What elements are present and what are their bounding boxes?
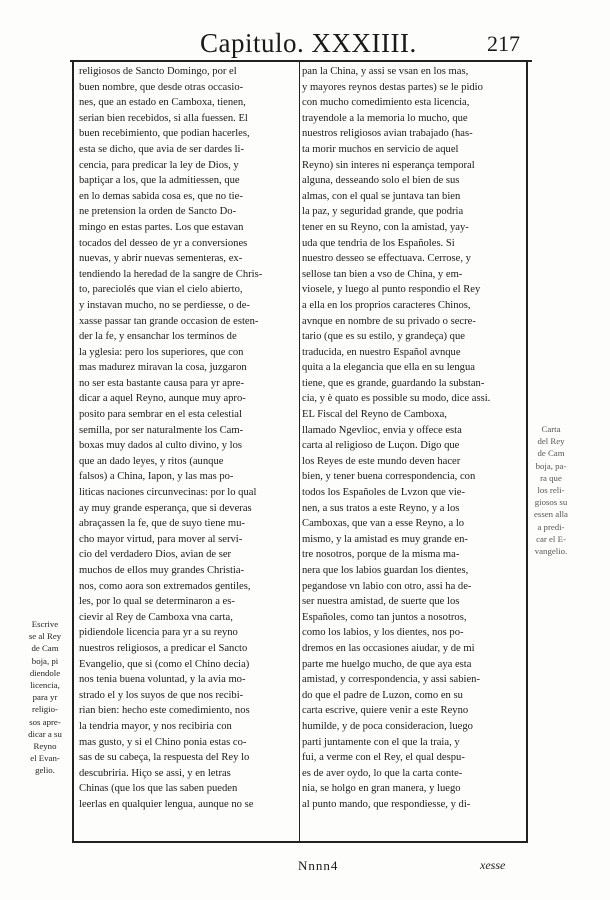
- text-line: les, por lo qual se determinaron a es-: [79, 596, 235, 608]
- margin-note-line: de Cam: [31, 643, 59, 654]
- text-line: pan la China, y assi se vsan en los mas,: [302, 66, 469, 77]
- text-line: to, pareciolés que vian el cielo abierto,: [79, 284, 243, 296]
- text-line: con mucho comedimiento esta licencia,: [302, 97, 470, 109]
- text-line: parti juntamente con el que la traia, y: [302, 736, 460, 748]
- text-line: ne pretension la orden de Sancto Do-: [79, 206, 237, 218]
- signature-mark: Nnnn4: [298, 858, 339, 873]
- text-line: quita a la elegancia que ella en su lengua: [302, 362, 475, 374]
- text-line: EL Fiscal del Reyno de Camboxa,: [302, 409, 447, 421]
- text-line: parte me huelgo mucho, de que aya esta: [302, 658, 472, 670]
- text-line: Camboxas, que van a esse Reyno, a lo: [302, 518, 465, 530]
- text-line: la tendria mayor, y nos recibiria con: [79, 720, 232, 732]
- text-line: der la fe, y ensanchar los terminos de: [79, 331, 237, 343]
- text-line: humilde, y de poca consideracion, luego: [302, 720, 473, 732]
- text-line: que an dado leyes, y ritos (aunque: [79, 455, 224, 467]
- text-line: nia, se holgo en gran manera, y luego: [302, 783, 461, 795]
- margin-note-line: los reli-: [537, 485, 565, 496]
- margin-note-line: essen alla: [534, 509, 568, 520]
- text-line: tendiendo la heredad de la sangre de Chris-: [79, 268, 263, 280]
- text-line: nuestro desseo se effectuava. Cerrose, y: [302, 253, 471, 265]
- left-text-column: [79, 64, 298, 839]
- text-line: carta escrive, quiere venir a este Reyno: [302, 705, 469, 717]
- margin-note-line: el Evan-: [30, 753, 60, 764]
- text-line: cia, y è quato es possible su modo, dice assi.: [302, 393, 491, 405]
- text-line: almas, con el qual se juntava tan bien: [302, 190, 461, 202]
- catchword: xesse: [480, 858, 506, 872]
- text-line: cho mayor virtud, para mover al servi-: [79, 533, 243, 545]
- text-line: avnque en nombre de su privado o secre-: [302, 315, 476, 327]
- text-line: sellose tan bien a vso de China, y em-: [302, 268, 463, 280]
- text-line: la yglesia: pero los superiores, que con: [79, 346, 244, 358]
- text-line: semilla, por ser naturalmente los Cam-: [79, 424, 244, 436]
- text-line: nos, como aora son extremados gentiles,: [79, 580, 251, 592]
- text-line: traducida, en nuestro Español avnque: [302, 346, 461, 358]
- column-divider-rule: [299, 62, 300, 842]
- text-line: baptiçar a los, que la admitiessen, que: [79, 175, 240, 187]
- text-line: fui, a verme con el Rey, el qual despu-: [302, 752, 465, 764]
- text-line: pegandose vn labio con otro, assi ha de-: [302, 580, 472, 592]
- text-line: cio del verdadero Dios, avian de ser: [79, 549, 232, 561]
- right-text-column: [302, 64, 523, 839]
- text-line: mas gusto, y si el Chino ponia estas co-: [79, 736, 247, 748]
- margin-note-line: a predi-: [537, 521, 565, 532]
- margin-note-line: dicar a su: [28, 728, 62, 739]
- text-line: abraçassen la fe, que de suyo tiene mu-: [79, 518, 245, 530]
- text-line: nuestros religiosos, a predicar el Sancto: [79, 642, 248, 654]
- margin-note-line: para yr: [32, 692, 58, 703]
- text-line: tener en su Reyno, con la amistad, yay-: [302, 221, 469, 233]
- text-line: carta al religioso de Luçon. Digo que: [302, 440, 460, 452]
- margin-note-line: licencia,: [30, 680, 60, 691]
- page-number: 217: [487, 31, 520, 56]
- text-line: ta morir muchos en servicio de aquel: [302, 143, 459, 155]
- text-line: mismo, y la amistad es muy grande en-: [302, 533, 468, 545]
- text-line: liticas naciones circunvecinas: por lo qual: [79, 487, 257, 499]
- text-line: es de aver oydo, lo que la carta conte-: [302, 767, 463, 779]
- text-line: muchos de ellos muy grandes Christia-: [79, 565, 245, 576]
- text-line: los Reyes de este mundo deven hacer: [302, 455, 461, 467]
- text-line: tocados del desseo de yr a conversiones: [79, 237, 248, 249]
- text-line: posito para sembrar en el esta celestial: [79, 409, 242, 421]
- footer-rule: [72, 841, 528, 843]
- text-line: ser nuestra amistad, de suerte que los: [302, 596, 460, 608]
- margin-note-line: Carta: [541, 424, 561, 434]
- text-line: y mayores reynos destas partes) se le pidio: [302, 81, 483, 93]
- text-line: Reyno) sin interes ni esperança temporal: [302, 159, 475, 171]
- margin-note-line: boja, pa-: [535, 460, 567, 471]
- text-line: Chinas (que los que las saben pueden: [79, 783, 238, 795]
- text-line: rian bien: hecho este comedimiento, nos: [79, 705, 250, 717]
- text-line: la paz, y seguridad grande, que podria: [302, 206, 464, 218]
- text-line: boxas muy dados al culto divino, y los: [79, 440, 243, 452]
- text-line: buen recebimiento, que podian hacerles,: [79, 128, 250, 140]
- margin-note-line: ra que: [540, 472, 562, 483]
- margin-note-line: car el E-: [536, 533, 566, 544]
- text-line: Evangelio, que si (como el Chino decia): [79, 658, 250, 670]
- text-line: todos los Españoles de Lvzon que vie-: [302, 487, 465, 499]
- text-line: leerlas en qualquier lengua, aunque no se: [79, 798, 254, 810]
- text-line: alguna, desseando solo el bien de sus: [302, 175, 460, 187]
- text-line: nuestros religiosos avian trabajado (has-: [302, 128, 473, 140]
- text-line: nen, a sus tratos a este Reyno, y a los: [302, 502, 460, 514]
- text-line: nos tenia buena voluntad, y la avia mo-: [79, 674, 246, 686]
- left-margin-note: [20, 618, 70, 777]
- text-line: pidiendole licencia para yr a su reyno: [79, 627, 238, 639]
- header-rule: [70, 60, 532, 62]
- text-line: a ella en los proprios caracteres Chinos,: [302, 299, 471, 311]
- text-line: falsos) a China, Iapon, y las mas po-: [79, 471, 234, 483]
- text-line: y instavan mucho, no se perdiesse, o de-: [79, 299, 250, 311]
- text-line: en lo demas sabida cosa es, que no tie-: [79, 190, 243, 202]
- text-line: trayendole a la memoria lo mucho, que: [302, 112, 468, 124]
- page-header: [200, 28, 560, 62]
- text-line: strado el y los suyos de que nos recibi-: [79, 689, 244, 701]
- margin-note-line: gelio.: [35, 765, 55, 776]
- text-line: dicar a aquel Reyno, aunque muy apro-: [79, 393, 246, 405]
- text-line: amistad, y correspondencia, y assi sabien-: [302, 674, 480, 686]
- text-line: no ser esta bastante causa para yr apre-: [79, 377, 244, 389]
- text-line: serian bien recebidos, si alla fuessen. El: [79, 112, 248, 124]
- text-line: cencia, para predicar la ley de Dios, y: [79, 159, 239, 171]
- text-line: Españoles, como tan juntos a nosotros,: [302, 611, 467, 623]
- text-line: viosele, y luego al punto respondio el Rey: [302, 284, 481, 296]
- margin-note-line: de Cam: [537, 448, 565, 459]
- text-line: buen nombre, que desde otras occasio-: [79, 81, 244, 93]
- margin-note-line: Reyno: [33, 741, 57, 752]
- text-line: do que el padre de Luzon, como en su: [302, 689, 463, 701]
- margin-note-line: giosos su: [534, 497, 568, 508]
- text-line: esta se dicho, que avia de ser dardes li-: [79, 143, 245, 155]
- margin-note-line: sos apre-: [29, 716, 61, 727]
- text-line: como los labios, y los dientes, nos po-: [302, 627, 464, 639]
- margin-note-line: vangelio.: [534, 546, 568, 557]
- text-line: tiene, que es grande, guardando la substan-: [302, 377, 485, 389]
- text-line: llamado Ngevlioc, envia y offece esta: [302, 424, 462, 436]
- text-line: religiosos de Sancto Domingo, por el: [79, 66, 237, 77]
- text-line: tre nosotros, porque de la misma ma-: [302, 549, 460, 561]
- margin-note-line: Escrive: [31, 619, 59, 629]
- text-line: xasse passar tan grande occasion de esten-: [79, 315, 259, 327]
- margin-note-line: boja, pi: [31, 655, 59, 666]
- chapter-title: Capitulo. XXXIIII.: [200, 28, 417, 58]
- text-line: dremos en las occasiones aiudar, y de mi: [302, 642, 475, 654]
- right-margin-note: [527, 423, 575, 557]
- text-line: uda que tendria de los Españoles. Si: [302, 237, 455, 249]
- margin-note-line: se al Rey: [28, 631, 62, 642]
- text-line: descubriria. Hiço se assi, y en letras: [79, 767, 231, 779]
- text-line: sas de su cabeça, la respuesta del Rey lo: [79, 752, 250, 764]
- text-line: ay muy grande esperança, que si deveras: [79, 502, 252, 514]
- text-line: al punto mando, que respondiesse, y di-: [302, 798, 471, 810]
- margin-note-line: diendole: [29, 667, 61, 678]
- text-line: mingo en estas partes. Los que estavan: [79, 221, 244, 233]
- margin-note-line: religio-: [32, 704, 58, 715]
- left-border-rule: [72, 62, 74, 842]
- text-line: nera que los labios guardan los dientes,: [302, 565, 469, 576]
- text-line: tario (que es su estilo, y grandeça) que: [302, 331, 465, 343]
- text-line: nuevas, y abrir nuevas sementeras, ex-: [79, 253, 243, 265]
- text-line: nes, que an estado en Camboxa, tienen,: [79, 97, 246, 109]
- text-line: cievir al Rey de Camboxa vna carta,: [79, 611, 233, 623]
- margin-note-line: del Rey: [537, 436, 565, 447]
- text-line: mas madurez miravan la cosa, juzgaron: [79, 362, 247, 374]
- text-line: bien, y tener buena correspondencia, con: [302, 471, 476, 483]
